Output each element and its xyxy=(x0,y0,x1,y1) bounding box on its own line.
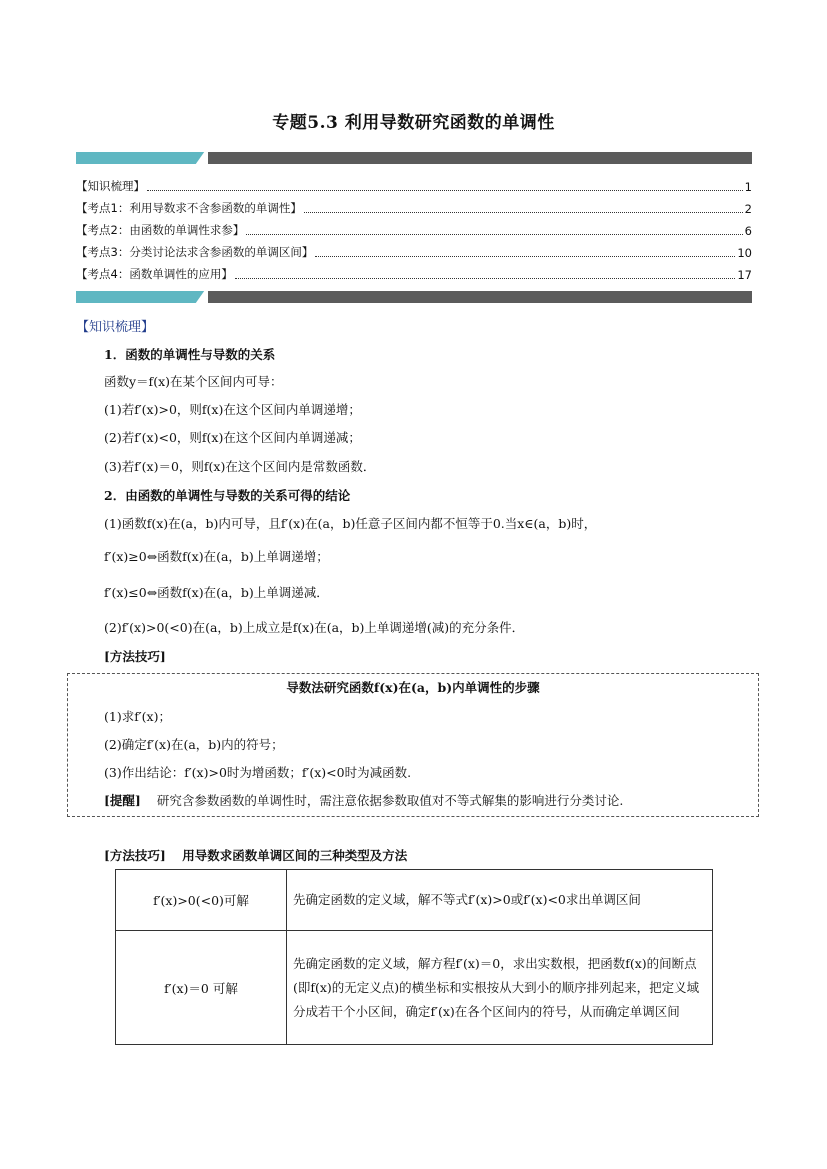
method-label: [方法技巧] xyxy=(104,649,166,664)
method-step: (3)作出结论：f′(x)>0时为增函数；f′(x)<0时为减函数. xyxy=(104,765,412,780)
page-title: 专题5.3 利用导数研究函数的单调性 xyxy=(272,113,555,133)
header-band-top xyxy=(76,152,752,164)
table-row xyxy=(116,870,713,931)
method-box-title: 导数法研究函数f(x)在(a，b)内单调性的步骤 xyxy=(286,680,540,695)
table-cell-method: 先确定函数的定义域，解方程f′(x)＝0，求出实数根，把函数f(x)的间断点(即f(x)的无定义点)的横坐标和实根按从大到小的顺序排列起来，把定义域分成若干个小区间，确定f′(x)在各个区间内的符号，从而确定单调区间 xyxy=(287,931,713,1045)
table-row xyxy=(116,931,713,1045)
table-of-contents xyxy=(76,176,752,286)
toc-item[interactable]: 【考点3：分类讨论法求含参函数的单调区间】 10 xyxy=(76,245,752,260)
method2-title: 用导数求函数单调区间的三种类型及方法 xyxy=(182,848,408,863)
toc-item[interactable]: 【考点2：由函数的单调性求参】 6 xyxy=(76,223,752,238)
table-cell-type: f′(x)>0(<0)可解 xyxy=(116,870,287,931)
text-line: 函数y＝f(x)在某个区间内可导： xyxy=(104,374,283,389)
toc-item[interactable]: 【知识梳理】 1 xyxy=(76,179,752,194)
toc-item[interactable]: 【考点4：函数单调性的应用】 17 xyxy=(76,267,752,282)
tip-label: [提醒] xyxy=(104,793,141,808)
header-band-bottom xyxy=(76,291,752,303)
toc-item[interactable]: 【考点1：利用导数求不含参函数的单调性】 2 xyxy=(76,201,752,216)
table-cell-method: 先确定函数的定义域，解不等式f′(x)>0或f′(x)<0求出单调区间 xyxy=(287,870,713,931)
method2-heading xyxy=(104,846,407,864)
tip-line xyxy=(104,791,623,809)
text-line: (3)若f′(x)＝0，则f(x)在这个区间内是常数函数． xyxy=(104,459,376,474)
method2-label: [方法技巧] xyxy=(104,848,166,863)
section-heading-knowledge: 【知识梳理】 xyxy=(76,320,155,335)
text-line: (2)若f′(x)<0，则f(x)在这个区间内单调递减； xyxy=(104,430,361,445)
tip-text: 研究含参数函数的单调性时，需注意依据参数取值对不等式解集的影响进行分类讨论. xyxy=(156,793,624,808)
subsection-title-2: 2．由函数的单调性与导数的关系可得的结论 xyxy=(104,488,351,503)
text-line: (2)f′(x)>0(<0)在(a，b)上成立是f(x)在(a，b)上单调递增(减)的充分条件． xyxy=(104,620,525,635)
method-step: (2)确定f′(x)在(a，b)内的符号； xyxy=(104,737,284,752)
table-cell-type: f′(x)＝0 可解 xyxy=(116,931,287,1045)
text-line: (1)若f′(x)>0，则f(x)在这个区间内单调递增； xyxy=(104,402,361,417)
method-step: (1)求f′(x)； xyxy=(104,709,171,724)
methods-table xyxy=(115,869,713,1045)
subsection-title-1: 1．函数的单调性与导数的关系 xyxy=(104,347,276,362)
text-line: (1)函数f(x)在(a，b)内可导，且f′(x)在(a，b)任意子区间内都不恒等于0.当x∈(a，b)时， xyxy=(104,516,597,531)
text-line: f′(x)≥0⇔函数f(x)在(a，b)上单调递增； xyxy=(104,549,329,564)
text-line: f′(x)≤0⇔函数f(x)在(a，b)上单调递减． xyxy=(104,585,329,600)
